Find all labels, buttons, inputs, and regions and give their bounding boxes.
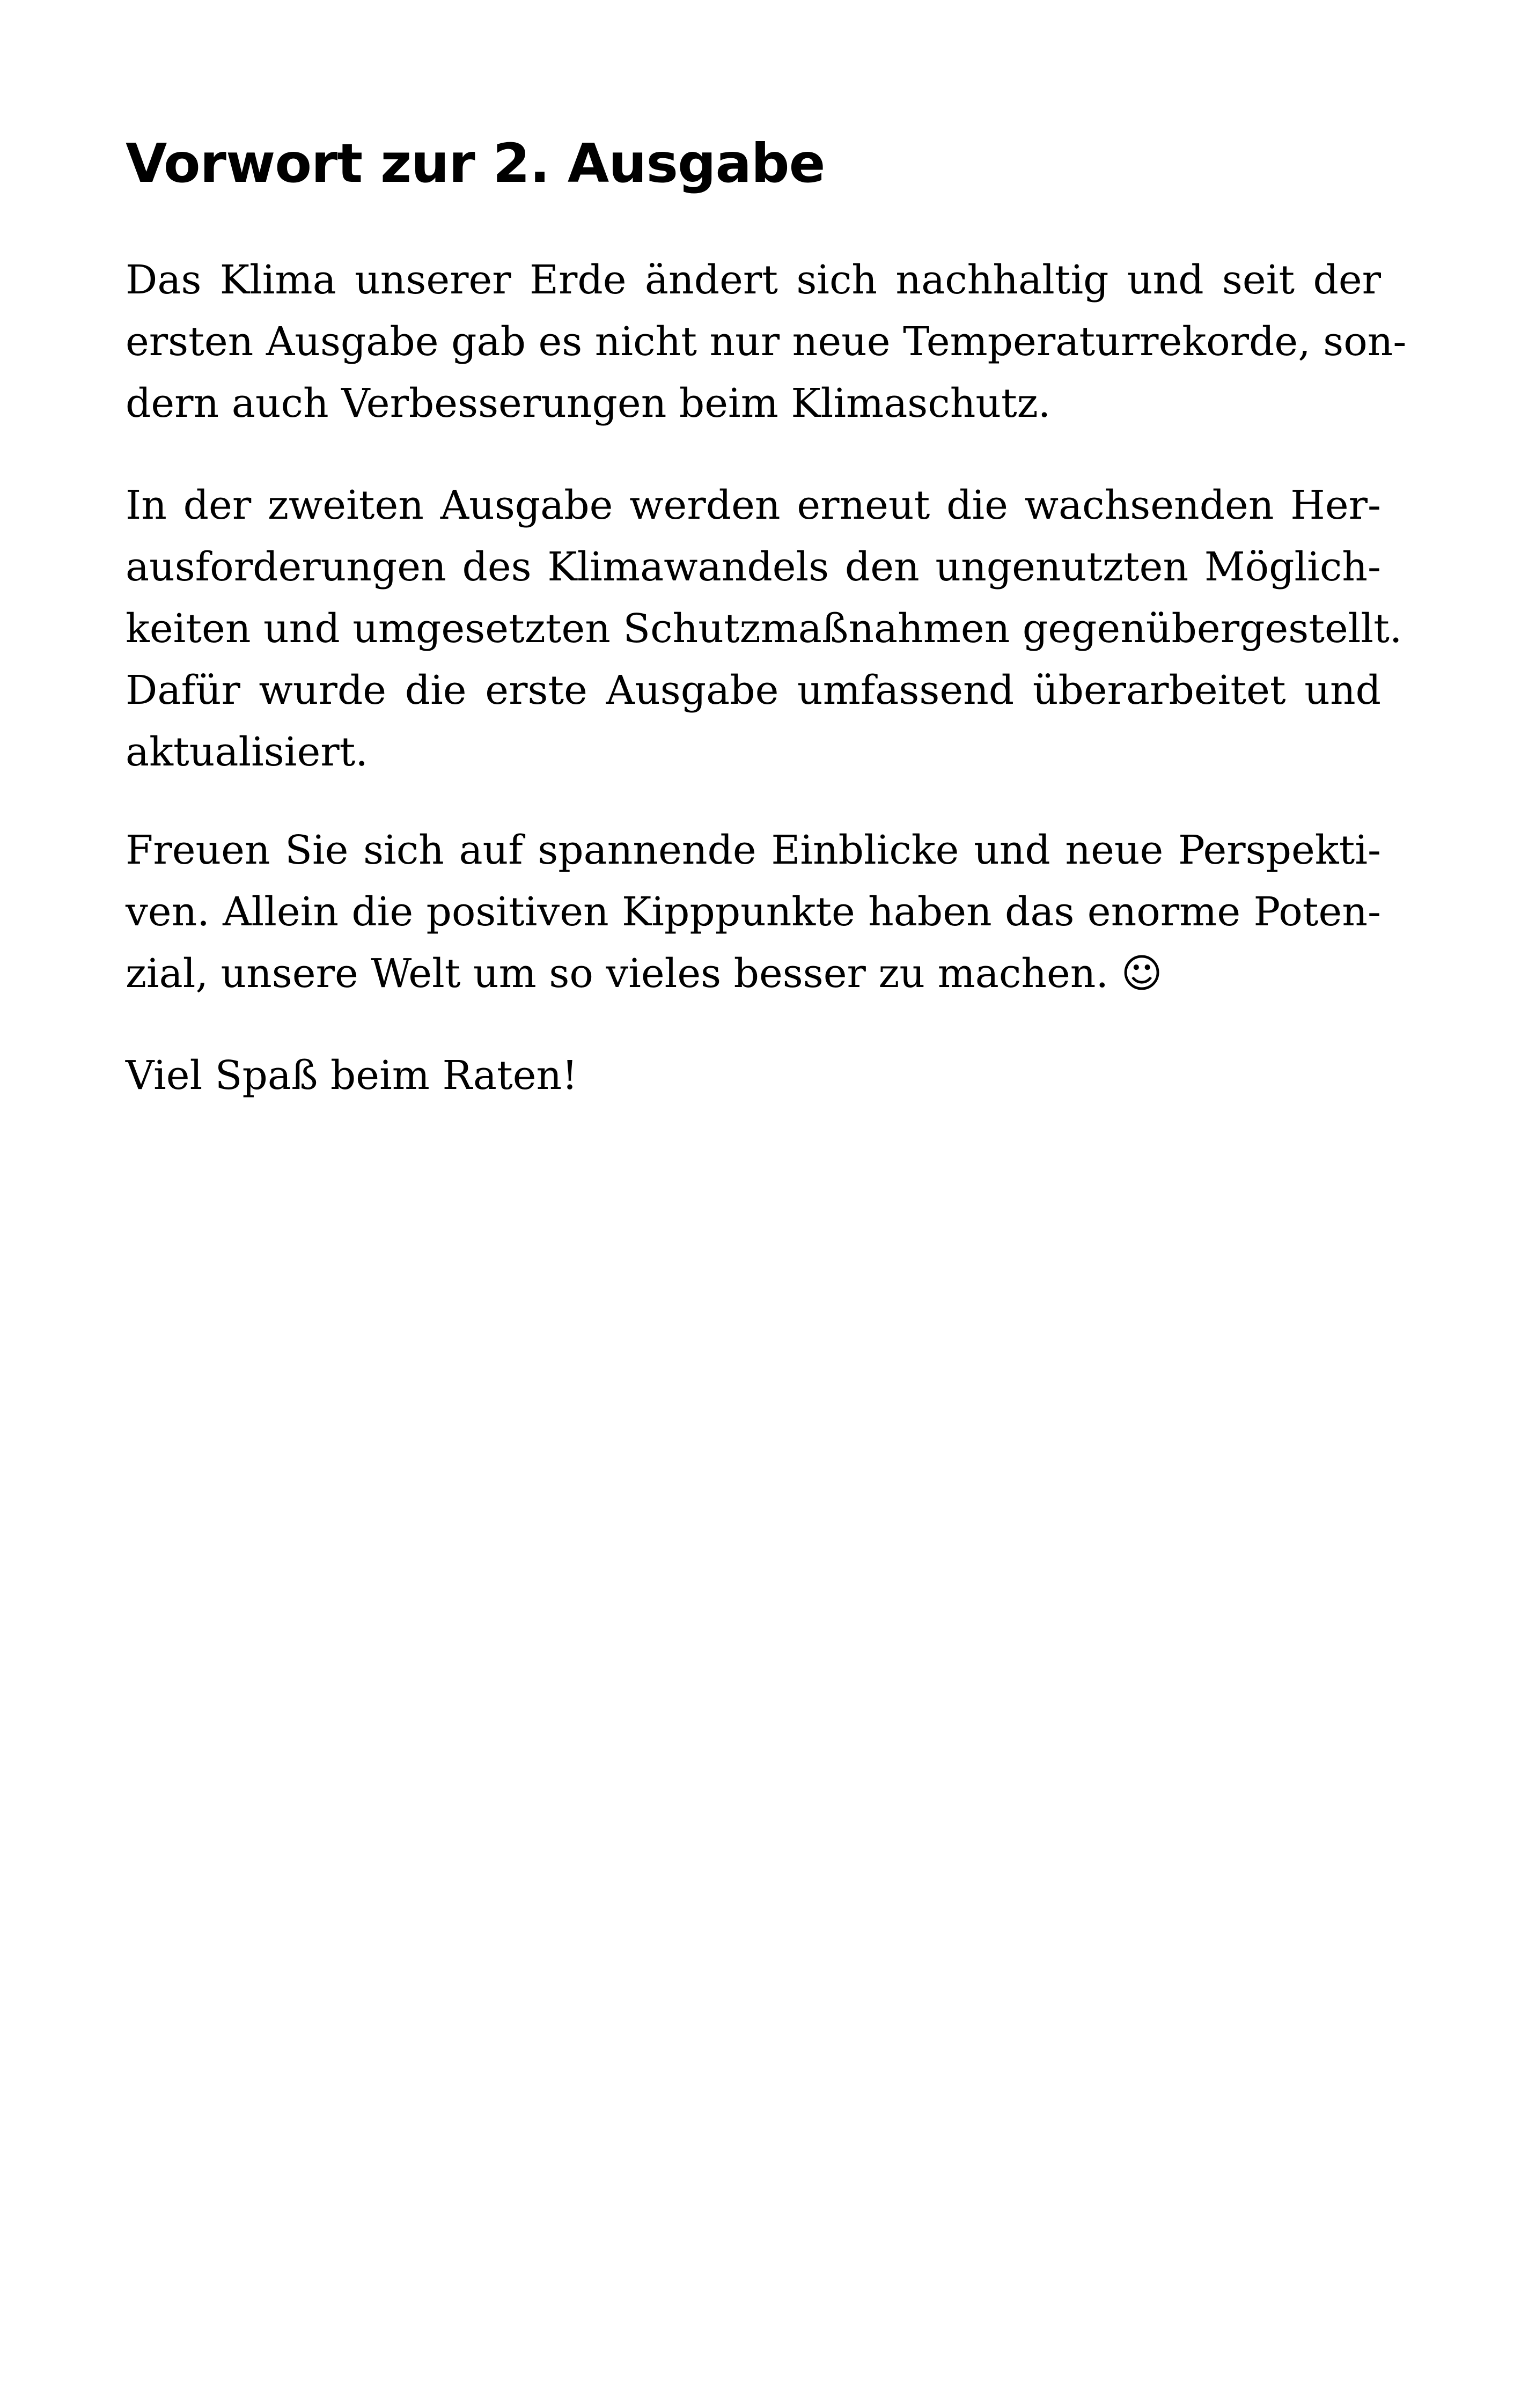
- paragraph-outlook: [126, 820, 1381, 1005]
- paragraph-second-edition: [126, 475, 1402, 783]
- text-line: ven. Allein die positiven Kipppunkte haben das enorme Poten-: [126, 889, 1381, 935]
- text-line-content: zial, unsere Welt um so vieles besser zu machen.: [126, 951, 1108, 997]
- text-line: keiten und umgesetzten Schutzmaßnahmen gegenübergestellt.: [126, 606, 1402, 652]
- text-line: Viel Spaß beim Raten!: [126, 1052, 578, 1099]
- text-line: Freuen Sie sich auf spannende Einblicke und neue Perspekti-: [126, 827, 1381, 873]
- text-line: dern auch Verbesserungen beim Klimaschutz.: [126, 380, 1051, 426]
- text-line: aktualisiert.: [126, 729, 368, 775]
- text-line: ersten Ausgabe gab es nicht nur neue Temperaturrekorde, son-: [126, 319, 1407, 365]
- smiley-icon: ☺: [1121, 951, 1163, 997]
- page-content: [126, 129, 1407, 1099]
- page-title: Vorwort zur 2. Ausgabe: [126, 132, 825, 195]
- paragraph-intro: [126, 249, 1407, 435]
- text-line: In der zweiten Ausgabe werden erneut die wachsenden Her-: [126, 482, 1381, 528]
- text-line: Dafür wurde die erste Ausgabe umfassend überarbeitet und: [126, 667, 1381, 713]
- text-line: Das Klima unserer Erde ändert sich nachhaltig und seit der: [126, 257, 1381, 303]
- text-line: ausforderungen des Klimawandels den ungenutzten Möglich-: [126, 544, 1381, 590]
- text-line: [126, 943, 1381, 1005]
- paragraph-closing: [126, 1045, 1381, 1107]
